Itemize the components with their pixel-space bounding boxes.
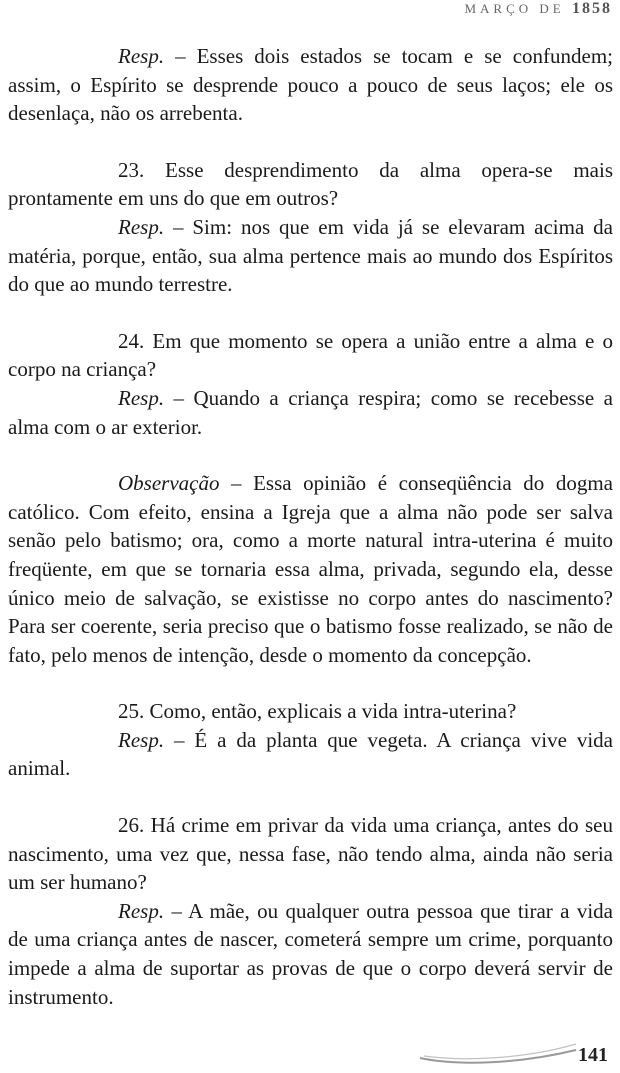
decorative-swoosh-icon [418, 1036, 578, 1066]
answer-text: – Esses dois estados se tocam e se confundem; assim, o Espírito se desprende pouco a pouco de seus laços; ele os desenlaça, não os arrebenta. [8, 44, 613, 126]
header-month: MARÇO DE [464, 1, 565, 16]
answer-paragraph [8, 42, 613, 128]
question-paragraph: 26. Há crime em privar da vida uma criança, antes do seu nascimento, uma vez que, nessa fase, não tendo alma, ainda não seria um ser humano? [8, 813, 613, 895]
page-body [8, 42, 613, 1011]
observation-text: – Essa opinião é conseqüência do dogma católico. Com efeito, ensina a Igreja que a alma não pode ser salva senão pelo batismo; ora, como a morte natural intra-uterina é muito freqüente, em que se tornaria essa alma, privada, segundo ela, desse único meio de salvação, se existisse no corpo antes do nascimento? Para ser coerente, seria preciso que o batismo fosse realizado, se não de fato, pelo menos de intenção, desde o momento da concepção. [8, 471, 613, 667]
answer-paragraph [8, 384, 613, 441]
header-year: 1858 [572, 0, 612, 17]
answer-paragraph [8, 726, 613, 783]
resp-label: Resp. [118, 727, 165, 752]
answer-paragraph [8, 897, 613, 1011]
answer-text: – É a da planta que vegeta. A criança vive vida animal. [8, 727, 613, 781]
question-paragraph: 23. Esse desprendimento da alma opera-se mais prontamente em uns do que em outros? [8, 157, 613, 211]
answer-text: – A mãe, ou qualquer outra pessoa que tirar a vida de uma criança antes de nascer, cometerá sempre um crime, porquanto impede a alma de suportar as provas de que o corpo deverá servir de instrumento. [8, 898, 613, 1009]
page-number: 141 [578, 1044, 608, 1066]
running-header [464, 0, 612, 24]
question-paragraph: 25. Como, então, explicais a vida intra-uterina? [118, 699, 517, 724]
resp-label: Resp. [118, 214, 165, 239]
question-paragraph: 24. Em que momento se opera a união entre a alma e o corpo na criança? [8, 328, 613, 382]
resp-label: Resp. [118, 385, 165, 410]
answer-text: – Quando a criança respira; como se recebesse a alma com o ar exterior. [8, 385, 613, 439]
answer-paragraph [8, 213, 613, 299]
answer-text: – Sim: nos que em vida já se elevaram acima da matéria, porque, então, sua alma pertence mais ao mundo dos Espíritos do que ao mundo terrestre. [8, 214, 613, 297]
resp-label: Resp. [118, 898, 165, 923]
resp-label: Resp. [118, 44, 165, 68]
observation-paragraph [8, 469, 613, 669]
observation-label: Observação [118, 471, 220, 496]
